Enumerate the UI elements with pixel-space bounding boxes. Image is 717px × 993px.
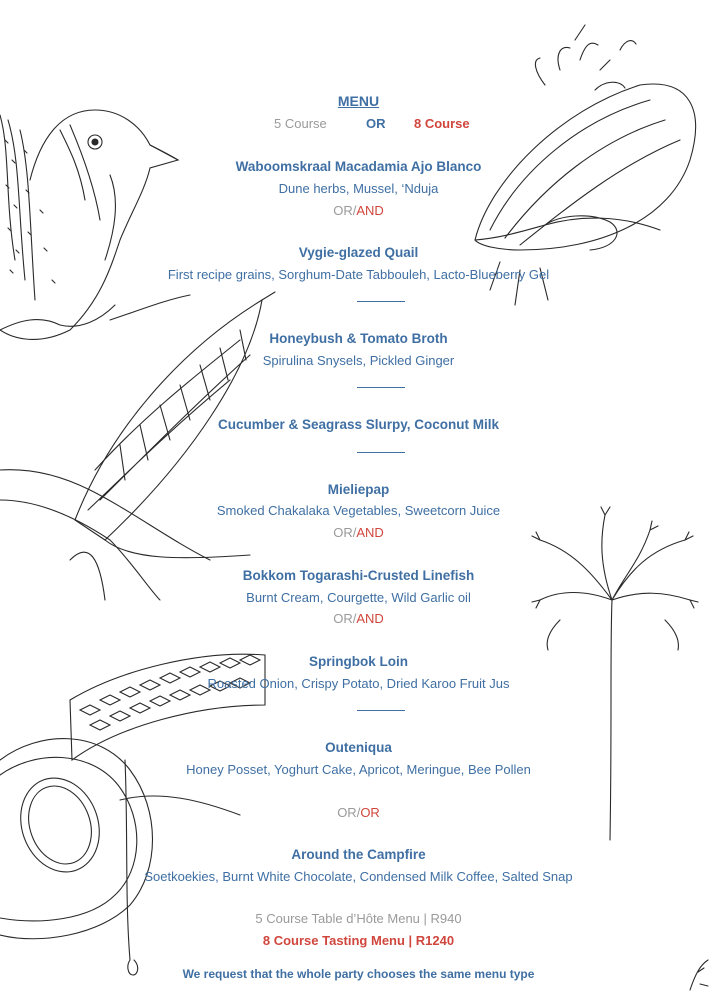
menu-options [0,116,717,132]
course-title: Bokkom Togarashi-Crusted Linefish [242,568,475,583]
sep-and: AND [356,203,384,218]
sep-or-alt: OR [360,805,380,820]
course-description: Smoked Chakalaka Vegetables, Sweetcorn Juice [216,503,501,518]
option-eight-course: 8 Course [414,116,470,131]
party-note: We request that the whole party chooses the same menu type [182,967,535,981]
course-description: Spirulina Snysels, Pickled Ginger [262,353,455,368]
course-separator-or-and [0,611,717,627]
sep-and: AND [356,525,384,540]
sep-or: OR [337,805,357,820]
course-description: First recipe grains, Sorghum-Date Tabbouleh, Lacto-Blueberry Gel [167,267,550,282]
course-divider [357,301,405,302]
option-five-course: 5 Course [274,116,327,131]
course-title: Outeniqua [325,740,392,755]
price-five-course: 5 Course Table d’Hôte Menu | R940 [255,911,462,926]
course-description: Dune herbs, Mussel, ‘Nduja [278,181,439,196]
sep-and: AND [356,611,384,626]
course-title: Around the Campfire [291,847,426,862]
course-description: Burnt Cream, Courgette, Wild Garlic oil [246,590,471,605]
sep-slash: / [356,805,361,820]
course-title: Waboomskraal Macadamia Ajo Blanco [235,159,482,174]
course-description: Honey Posset, Yoghurt Cake, Apricot, Meringue, Bee Pollen [186,762,531,777]
course-divider [357,452,405,453]
sep-slash: / [352,611,357,626]
sep-or: OR [333,203,353,218]
course-title: Springbok Loin [309,654,408,669]
menu-heading: MENU [337,93,380,109]
course-title: Mieliepap [327,482,390,497]
course-separator-or-and [0,203,717,219]
course-title: Vygie-glazed Quail [298,245,419,260]
price-eight-course: 8 Course Tasting Menu | R1240 [262,933,455,948]
course-description: Soetkoekies, Burnt White Chocolate, Condensed Milk Coffee, Salted Snap [144,869,573,884]
course-separator-or-or [0,805,717,821]
course-title: Honeybush & Tomato Broth [269,331,448,346]
course-divider [357,710,405,711]
course-title: Cucumber & Seagrass Slurpy, Coconut Milk [217,417,500,432]
course-description: Roasted Onion, Crispy Potato, Dried Karoo Fruit Jus [207,676,510,691]
course-divider [357,387,405,388]
sep-slash: / [352,525,357,540]
sep-slash: / [352,203,357,218]
course-separator-or-and [0,525,717,541]
sep-or: OR [333,525,353,540]
sep-or: OR [333,611,353,626]
option-or: OR [366,116,386,131]
